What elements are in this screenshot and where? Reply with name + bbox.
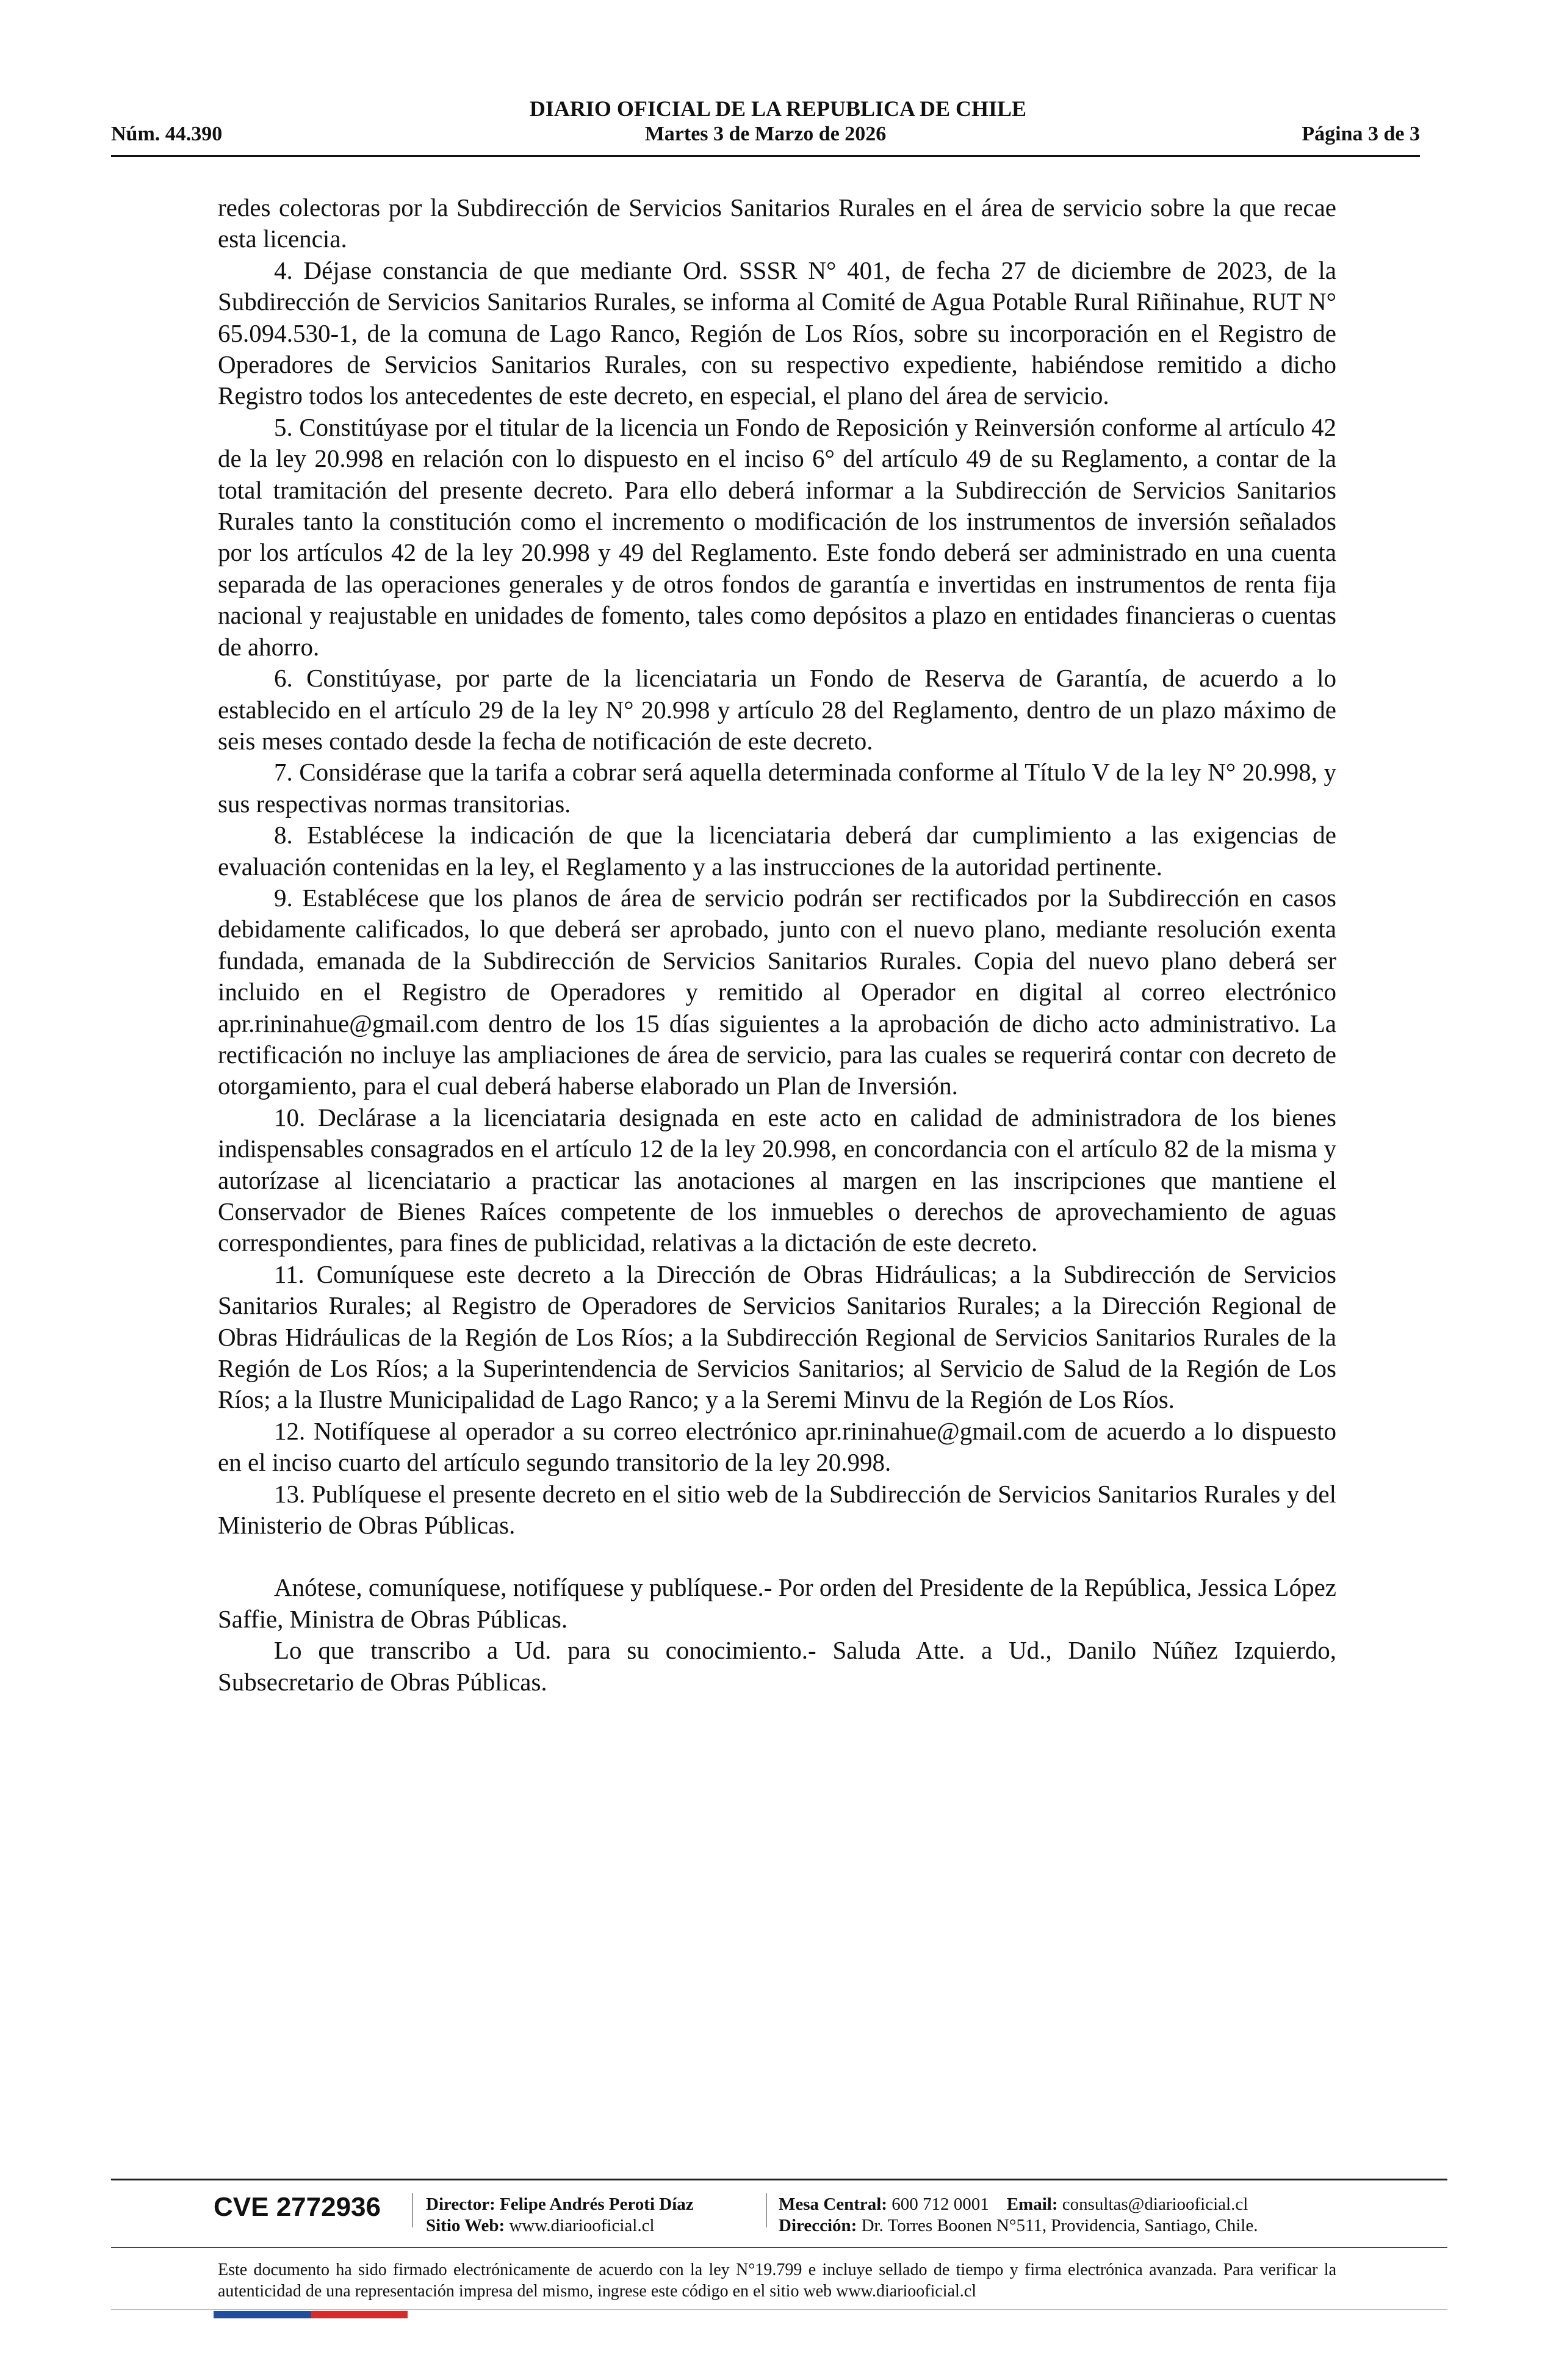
paragraph-6: 6. Constitúyase, por parte de la licenciataria un Fondo de Reserva de Garantía, de acuerdo a lo establecido en el artículo 29 de la ley N° 20.998 y artículo 28 del Reglamento, dentro de un plazo máximo de seis meses contado desde la fecha de notificación de este decreto. (218, 664, 1336, 755)
flag-red-bar (311, 2311, 408, 2318)
header-divider (111, 155, 1420, 157)
decree-body (218, 192, 1336, 1698)
paragraph-8: 8. Establécese la indicación de que la licenciataria deberá dar cumplimiento a las exigencias de evaluación contenidas en la ley, el Reglamento y a las instrucciones de la autoridad pertinente. (218, 821, 1336, 881)
paragraph-11: 11. Comuníquese este decreto a la Dirección de Obras Hidráulicas; a la Subdirección de Servicios Sanitarios Rurales; al Registro de Operadores de Servicios Sanitarios Rurales; a la Dirección Regional de Obras Hidráulicas de la Región de Los Ríos; a la Subdirección Regional de Servicios Sanitarios Rurales de la Región de Los Ríos; a la Superintendencia de Servicios Sanitarios; al Servicio de Salud de la Región de Los Ríos; a la Ilustre Municipalidad de Lago Ranco; y a la Seremi Minvu de la Región de Los Ríos. (218, 1260, 1336, 1414)
address-value: Dr. Torres Boonen N°511, Providencia, Santiago, Chile. (861, 2216, 1258, 2235)
email-label: Email: (1006, 2194, 1058, 2214)
director-label: Director: (426, 2194, 495, 2214)
paragraph-10: 10. Declárase a la licenciataria designada en este acto en calidad de administradora de los bienes indispensables consagrados en el artículo 12 de la ley 20.998, en concordancia con el artículo 82 de la misma y autorízase al licenciatario a practicar las anotaciones al margen en las inscripciones que mantiene el Conservador de Bienes Raíces competente de los inmuebles o derechos de aprovechamiento de aguas correspondientes, para fines de publicidad, relativas a la dictación de este decreto. (218, 1103, 1336, 1257)
footer-director-block (426, 2194, 694, 2237)
mesa-central-phone: 600 712 0001 (891, 2194, 989, 2214)
email-link[interactable]: consultas@diariooficial.cl (1062, 2194, 1248, 2214)
paragraph-13: 13. Publíquese el presente decreto en el sitio web de la Subdirección de Servicios Sanitarios Rurales y del Ministerio de Obras Públicas. (218, 1479, 1336, 1540)
paragraph-12: 12. Notifíquese al operador a su correo electrónico apr.rininahue@gmail.com de acuerdo a lo dispuesto en el inciso cuarto del artículo segundo transitorio de la ley 20.998. (218, 1416, 1336, 1477)
footer-divider-top (111, 2179, 1447, 2180)
footer-separator (412, 2193, 413, 2227)
cve-code: CVE 2772936 (214, 2192, 381, 2222)
transcription-paragraph: Lo que transcribo a Ud. para su conocimiento.- Saluda Atte. a Ud., Danilo Núñez Izquierdo, Subsecretario de Obras Públicas. (218, 1636, 1336, 1696)
mesa-central-label: Mesa Central: (779, 2194, 887, 2214)
issue-date: Martes 3 de Marzo de 2026 (644, 123, 887, 145)
electronic-signature-disclaimer: Este documento ha sido firmado electrónicamente de acuerdo con la ley N°19.799 e incluye sellado de tiempo y firma electrónica avanzada. Para verificar la autenticidad de una representación impresa del mismo, ingrese este código en el sitio web www.diariooficial.cl (218, 2260, 1336, 2301)
footer-separator (766, 2193, 767, 2227)
newspaper-title: DIARIO OFICIAL DE LA REPUBLICA DE CHILE (529, 96, 1027, 121)
footer-contact-block (779, 2194, 1258, 2237)
footer-divider-mid (111, 2247, 1447, 2248)
paragraph-4: 4. Déjase constancia de que mediante Ord. SSSR N° 401, de fecha 27 de diciembre de 2023, de la Subdirección de Servicios Sanitarios Rurales, se informa al Comité de Agua Potable Rural Riñinahue, RUT N° 65.094.530-1, de la comuna de Lago Ranco, Región de Los Ríos, sobre su incorporación en el Registro de Operadores de Servicios Sanitarios Rurales, con su respectivo expediente, habiéndose remitido a dicho Registro todos los antecedentes de este decreto, en especial, el plano del área de servicio. (218, 256, 1336, 410)
flag-blue-bar (214, 2311, 311, 2318)
website-link[interactable]: www.diariooficial.cl (509, 2216, 655, 2235)
closing-paragraph: Anótese, comuníquese, notifíquese y publíquese.- Por orden del Presidente de la República, Jessica López Saffie, Ministra de Obras Públicas. (218, 1573, 1336, 1633)
page-indicator: Página 3 de 3 (1302, 123, 1420, 145)
website-label: Sitio Web: (426, 2216, 505, 2235)
paragraph-7: 7. Considérase que la tarifa a cobrar será aquella determinada conforme al Título V de la ley N° 20.998, y sus respectivas normas transitorias. (218, 758, 1336, 818)
address-label: Dirección: (779, 2216, 857, 2235)
footer-divider-bottom (111, 2309, 1447, 2310)
paragraph-9: 9. Establécese que los planos de área de servicio podrán ser rectificados por la Subdirección en casos debidamente calificados, lo que deberá ser aprobado, junto con el nuevo plano, mediante resolución exenta fundada, emanada de la Subdirección de Servicios Sanitarios Rurales. Copia del nuevo plano deberá ser incluido en el Registro de Operadores y remitido al Operador en digital al correo electrónico apr.rininahue@gmail.com dentro de los 15 días siguientes a la aprobación de dicho acto administrativo. La rectificación no incluye las ampliaciones de área de servicio, para las cuales se requerirá contar con decreto de otorgamiento, para el cual deberá haberse elaborado un Plan de Inversión. (218, 883, 1336, 1100)
paragraph-5: 5. Constitúyase por el titular de la licencia un Fondo de Reposición y Reinversión conforme al artículo 42 de la ley 20.998 en relación con lo dispuesto en el inciso 6° del artículo 49 de su Reglamento, a contar de la total tramitación del presente decreto. Para ello deberá informar a la Subdirección de Servicios Sanitarios Rurales tanto la constitución como el incremento o modificación de los instrumentos de inversión señalados por los artículos 42 de la ley 20.998 y 49 del Reglamento. Este fondo deberá ser administrado en una cuenta separada de las operaciones generales y de otros fondos de garantía e invertidas en instrumentos de renta fija nacional y reajustable en unidades de fomento, tales como depósitos a plazo en entidades financieras o cuentas de ahorro. (218, 413, 1336, 661)
director-name: Felipe Andrés Peroti Díaz (500, 2194, 694, 2214)
issue-number: Núm. 44.390 (111, 123, 223, 145)
paragraph-continuation: redes colectoras por la Subdirección de Servicios Sanitarios Rurales en el área de servicio sobre la que recae esta licencia. (218, 193, 1336, 253)
